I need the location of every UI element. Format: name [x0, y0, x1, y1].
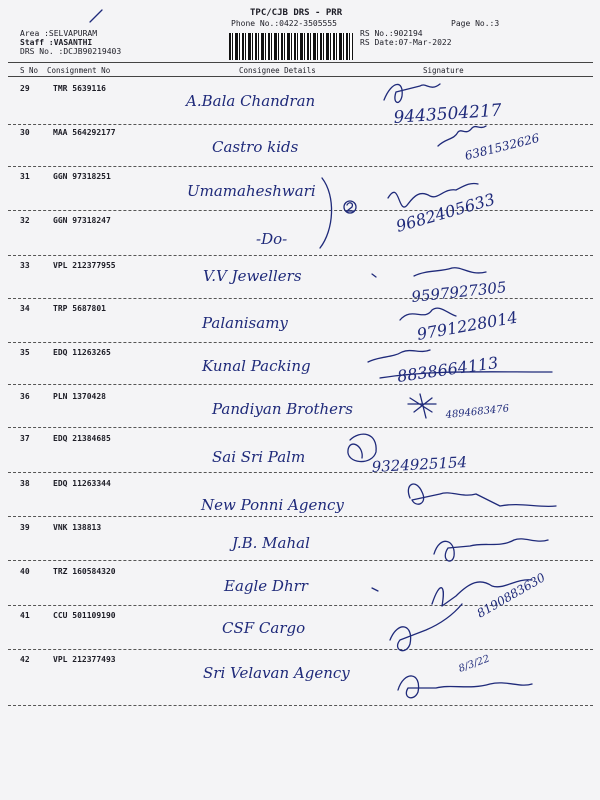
col-sno: S No	[20, 66, 39, 75]
header-pen-stroke	[90, 10, 102, 22]
signature-number: 8/3/22	[457, 653, 492, 675]
signature-number: 6381532626	[463, 130, 541, 163]
row-sno: 33	[20, 261, 30, 270]
row-sno: 32	[20, 216, 30, 225]
row-consignment: EDQ 21384685	[53, 434, 111, 443]
row-sno: 35	[20, 348, 30, 357]
signature-scribble	[434, 539, 548, 561]
signature-scribble	[400, 308, 456, 320]
col-consignee: Consignee Details	[239, 66, 316, 75]
row-consignment: TMR 5639116	[53, 84, 106, 93]
row-consignment: VNK 138813	[53, 523, 102, 532]
signature-scribble	[348, 434, 376, 461]
tick-mark	[372, 274, 376, 277]
row-consignment: GGN 97318247	[53, 216, 111, 225]
rs-date: RS Date:07-Mar-2022	[360, 38, 452, 47]
row-sno: 40	[20, 567, 30, 576]
signature-scribble	[390, 604, 462, 651]
check-mark	[372, 588, 378, 591]
row-sno: 29	[20, 84, 30, 93]
sheet-title: TPC/CJB DRS - PRR	[250, 8, 343, 18]
phone-number: Phone No.:0422-3505555	[231, 19, 337, 28]
row-consignment: GGN 97318251	[53, 172, 111, 181]
row-consignment: EDQ 11263265	[53, 348, 111, 357]
consignee-handwriting: Sri Velavan Agency	[203, 664, 350, 682]
consignee-handwriting: V.V Jewellers	[203, 267, 302, 285]
consignee-handwriting: Kunal Packing	[202, 357, 311, 375]
page-number: Page No.:3	[451, 19, 500, 28]
consignee-handwriting: Pandiyan Brothers	[212, 400, 353, 418]
signature-number: 9791228014	[415, 307, 519, 344]
drs-number: DRS No. :DCJB90219403	[20, 47, 122, 56]
row-consignment: VPL 212377493	[53, 655, 116, 664]
consignee-handwriting: Castro kids	[212, 138, 299, 156]
consignee-handwriting: CSF Cargo	[222, 619, 306, 637]
signature-scribble	[398, 676, 532, 698]
col-signature: Signature	[423, 66, 464, 75]
row-consignment: TRZ 160584320	[53, 567, 116, 576]
consignee-handwriting: Sai Sri Palm	[212, 448, 306, 466]
signature-number: 9324925154	[371, 453, 468, 476]
consignee-handwriting: New Ponni Agency	[201, 496, 344, 514]
row-sno: 38	[20, 479, 30, 488]
signature-number: 8190883630	[474, 570, 548, 621]
signature-scribble	[438, 126, 486, 146]
consignee-handwriting: A.Bala Chandran	[186, 92, 316, 110]
rs-number: RS No.:902194	[360, 29, 423, 38]
signature-scribble	[408, 394, 436, 418]
row-sno: 36	[20, 392, 30, 401]
consignee-handwriting: J.B. Mahal	[232, 534, 310, 552]
row-consignment: TRP 5687801	[53, 304, 106, 313]
row-sno: 41	[20, 611, 30, 620]
row-consignment: EDQ 11263344	[53, 479, 111, 488]
consignee-handwriting: Palanisamy	[202, 314, 288, 332]
signature-scribble	[384, 84, 440, 102]
area-label: Area :SELVAPURAM	[20, 29, 98, 38]
row-sno: 34	[20, 304, 30, 313]
signature-scribble	[408, 484, 556, 506]
signature-scribble	[368, 350, 430, 362]
consignee-handwriting: -Do-	[256, 230, 288, 248]
row-sno: 39	[20, 523, 30, 532]
consignee-handwriting: Umamaheshwari	[187, 182, 316, 200]
consignee-handwriting: Eagle Dhrr	[224, 577, 308, 595]
row-sno: 30	[20, 128, 30, 137]
row-consignment: CCU 501109190	[53, 611, 116, 620]
signature-number: 9597927305	[410, 278, 508, 306]
signature-number: 9682405633	[393, 189, 497, 236]
signature-scribble	[414, 268, 486, 276]
circled-two-digit	[347, 203, 354, 211]
signature-number: 8838664113	[395, 352, 500, 386]
staff-label: Staff :VASANTHI	[20, 38, 93, 47]
row-consignment: VPL 212377955	[53, 261, 116, 270]
signature-number: 4894683476	[445, 403, 510, 421]
signature-number: 9443504217	[392, 100, 503, 128]
col-consignment: Consignment No	[47, 66, 111, 75]
bracket-mark	[320, 178, 332, 248]
row-sno: 31	[20, 172, 30, 181]
row-sno: 37	[20, 434, 30, 443]
row-sno: 42	[20, 655, 30, 664]
row-consignment: MAA 564292177	[53, 128, 116, 137]
row-consignment: PLN 1370428	[53, 392, 106, 401]
